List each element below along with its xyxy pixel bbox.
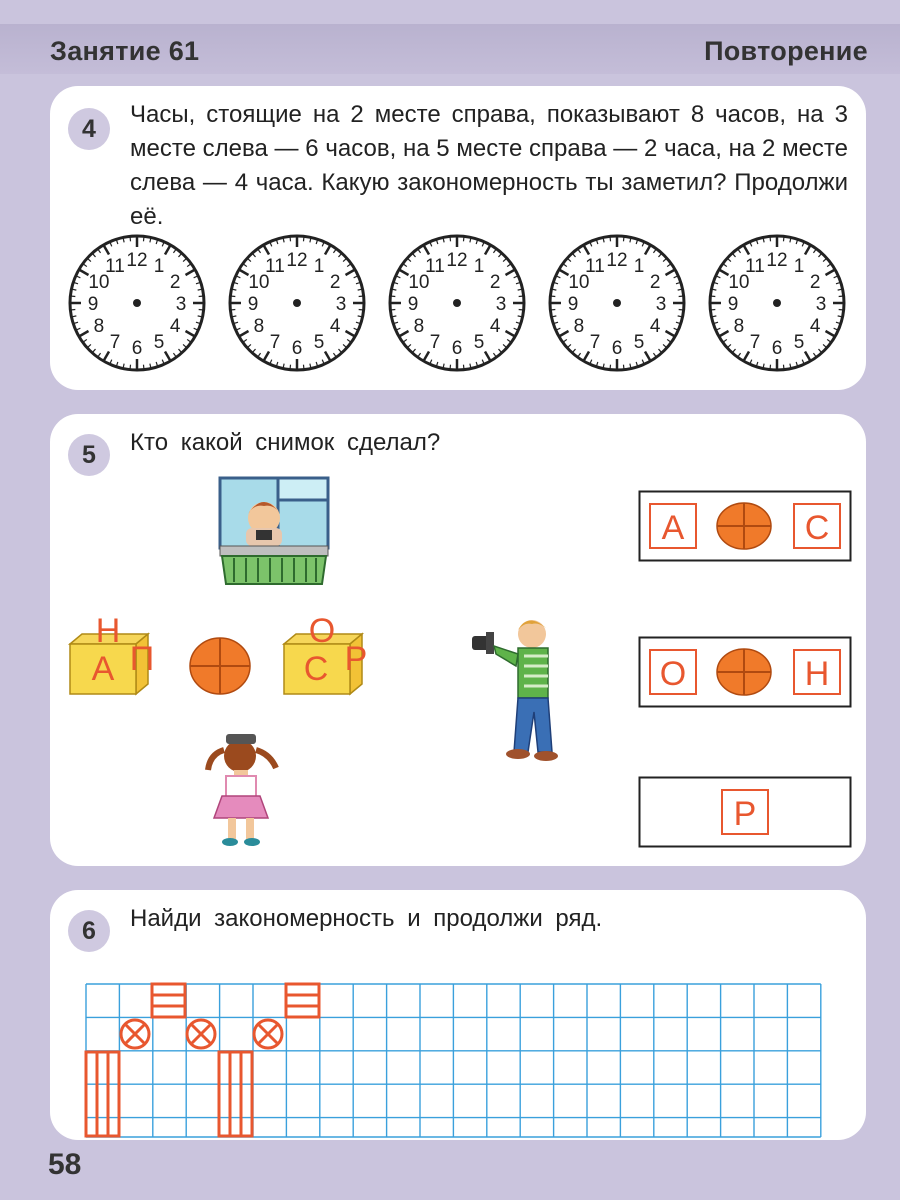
clock-tick (70, 309, 75, 310)
crossed-circle-figure (121, 1020, 149, 1048)
clock-center-dot (133, 299, 141, 307)
clock-number: 7 (429, 332, 441, 354)
clock-tick (130, 236, 131, 241)
pattern-grid (84, 982, 852, 1140)
clock-tick (199, 309, 204, 310)
clock-tick (463, 236, 464, 241)
cube-letter: Р (344, 640, 368, 678)
task-6-card (50, 890, 866, 1140)
clock-number: 9 (727, 294, 739, 315)
clock-number: 4 (809, 316, 821, 337)
clock-tick (450, 236, 451, 241)
wide-rectangle-figure (286, 984, 319, 1017)
snapshot-frame (638, 490, 852, 562)
cube-letter: А (91, 650, 115, 688)
task-number-badge: 5 (68, 434, 110, 476)
clock-face (226, 232, 368, 374)
clock-number: 12 (126, 250, 148, 271)
clock-tick (679, 296, 684, 297)
clock-number: 1 (633, 255, 645, 277)
clock-number: 6 (451, 338, 463, 359)
clock-center-dot (293, 299, 301, 307)
clock-number: 11 (745, 255, 765, 277)
snapshot-letter: С (804, 509, 830, 547)
snapshot-frame (638, 776, 852, 848)
clock-number: 2 (649, 272, 661, 293)
task-number-badge: 6 (68, 910, 110, 952)
clock-number: 9 (567, 294, 579, 315)
clock-tick (359, 309, 364, 310)
clock-number: 1 (313, 255, 325, 277)
clock-number: 10 (88, 272, 110, 293)
snapshot-letter: А (661, 509, 685, 547)
clock-face (706, 232, 848, 374)
clock-number: 4 (329, 316, 341, 337)
boy-at-window-illustration (218, 476, 330, 588)
clock-number: 5 (313, 332, 325, 354)
clock-number: 5 (473, 332, 485, 354)
clock-tick (710, 309, 715, 310)
snapshot-letter: Р (733, 795, 757, 833)
task-4-text: Часы, стоящие на 2 месте справа, показывают 8 часов, на 3 месте слева — 6 часов, на 5 месте справа — 2 часа, на 2 месте слева — 4 часа. Какую закономерность ты заметил? Продолжи её. (130, 101, 848, 230)
lesson-title: Занятие 61 (50, 36, 200, 66)
clock-face (66, 232, 208, 374)
clock-tick (623, 365, 624, 370)
clock-number: 10 (248, 272, 270, 293)
clock-number: 10 (568, 272, 590, 293)
clock-number: 5 (633, 332, 645, 354)
clock-number: 3 (335, 294, 347, 315)
clock-number: 11 (265, 255, 285, 277)
clock-tick (839, 309, 844, 310)
task-number-badge: 4 (68, 108, 110, 150)
clock-number: 11 (585, 255, 605, 277)
clock-number: 12 (446, 250, 468, 271)
clock-tick (679, 309, 684, 310)
ball (190, 638, 250, 694)
clock-number: 10 (728, 272, 750, 293)
clock-number: 1 (153, 255, 165, 277)
clock-number: 2 (489, 272, 501, 293)
clock-center-dot (613, 299, 621, 307)
clock-number: 5 (153, 332, 165, 354)
clock-number: 4 (489, 316, 501, 337)
clock-tick (130, 365, 131, 370)
cube-letter: П (129, 640, 155, 678)
clock-number: 3 (815, 294, 827, 315)
clock-face (546, 232, 688, 374)
clock-tick (143, 365, 144, 370)
clock-number: 6 (131, 338, 143, 359)
clock-number: 5 (793, 332, 805, 354)
clock-number: 1 (473, 255, 485, 277)
boy-photographer-illustration (468, 614, 568, 764)
clock-tick (230, 296, 235, 297)
cubes-and-ball-illustration (68, 612, 368, 696)
clock-number: 6 (611, 338, 623, 359)
clock-number: 7 (749, 332, 761, 354)
crossed-circle-figure (187, 1020, 215, 1048)
task-5-card (50, 414, 866, 866)
clock-number: 7 (109, 332, 121, 354)
clock-tick (390, 296, 395, 297)
clock-tick (770, 365, 771, 370)
pattern-figures (86, 984, 319, 1136)
section-title: Повторение (704, 36, 868, 66)
clock-number: 4 (169, 316, 181, 337)
clock-number: 11 (105, 255, 125, 277)
clock-tick (519, 296, 524, 297)
left-cube (70, 612, 154, 694)
clock-number: 8 (413, 316, 425, 337)
clock-number: 12 (606, 250, 628, 271)
clock-tick (143, 236, 144, 241)
clock-tick (610, 365, 611, 370)
clock-tick (450, 365, 451, 370)
tall-rectangle-figure (86, 1052, 119, 1136)
clock-number: 9 (247, 294, 259, 315)
clock-number: 10 (408, 272, 430, 293)
clock-number: 9 (87, 294, 99, 315)
task-6-text: Найди закономерность и продолжи ряд. (130, 905, 603, 932)
clock-number: 2 (809, 272, 821, 293)
clock-number: 11 (425, 255, 445, 277)
wide-rectangle-figure (152, 984, 185, 1017)
clock-face (386, 232, 528, 374)
clock-tick (303, 365, 304, 370)
clock-number: 12 (766, 250, 788, 271)
cube-letter: Н (95, 612, 121, 650)
clock-number: 2 (329, 272, 341, 293)
girl-photographer-illustration (200, 730, 286, 850)
clock-tick (463, 365, 464, 370)
ball-icon (717, 503, 771, 549)
clock-number: 8 (93, 316, 105, 337)
clock-number: 3 (175, 294, 187, 315)
clock-tick (610, 236, 611, 241)
clock-tick (623, 236, 624, 241)
page-number: 58 (48, 1148, 82, 1181)
clock-tick (550, 309, 555, 310)
crossed-circle-figure (254, 1020, 282, 1048)
clock-number: 6 (771, 338, 783, 359)
task-5-text: Кто какой снимок сделал? (130, 429, 441, 456)
clock-number: 8 (253, 316, 265, 337)
cube-letter: С (303, 650, 329, 688)
clock-number: 1 (793, 255, 805, 277)
clock-tick (230, 309, 235, 310)
clock-tick (390, 309, 395, 310)
clock-number: 3 (655, 294, 667, 315)
clock-tick (839, 296, 844, 297)
clock-number: 9 (407, 294, 419, 315)
clock-number: 8 (733, 316, 745, 337)
clock-tick (359, 296, 364, 297)
snapshot-letter: Н (804, 655, 830, 693)
tall-rectangle-figure (219, 1052, 252, 1136)
clock-number: 3 (495, 294, 507, 315)
grid-lines (86, 984, 821, 1137)
clock-tick (70, 296, 75, 297)
clock-tick (303, 236, 304, 241)
clock-tick (290, 236, 291, 241)
ball-icon (717, 649, 771, 695)
clock-tick (550, 296, 555, 297)
right-cube (284, 612, 367, 694)
task-4-card (50, 86, 866, 390)
clock-number: 4 (649, 316, 661, 337)
clock-tick (199, 296, 204, 297)
snapshot-frame (638, 636, 852, 708)
clock-number: 8 (573, 316, 585, 337)
clock-tick (290, 365, 291, 370)
clock-tick (770, 236, 771, 241)
clock-number: 6 (291, 338, 303, 359)
clock-tick (710, 296, 715, 297)
clock-tick (783, 236, 784, 241)
clock-number: 12 (286, 250, 308, 271)
clock-number: 2 (169, 272, 181, 293)
snapshot-letter: О (659, 655, 687, 693)
clock-tick (783, 365, 784, 370)
clock-number: 7 (269, 332, 281, 354)
cube-letter: О (308, 612, 336, 650)
clock-center-dot (453, 299, 461, 307)
clock-tick (519, 309, 524, 310)
clock-number: 7 (589, 332, 601, 354)
clock-center-dot (773, 299, 781, 307)
